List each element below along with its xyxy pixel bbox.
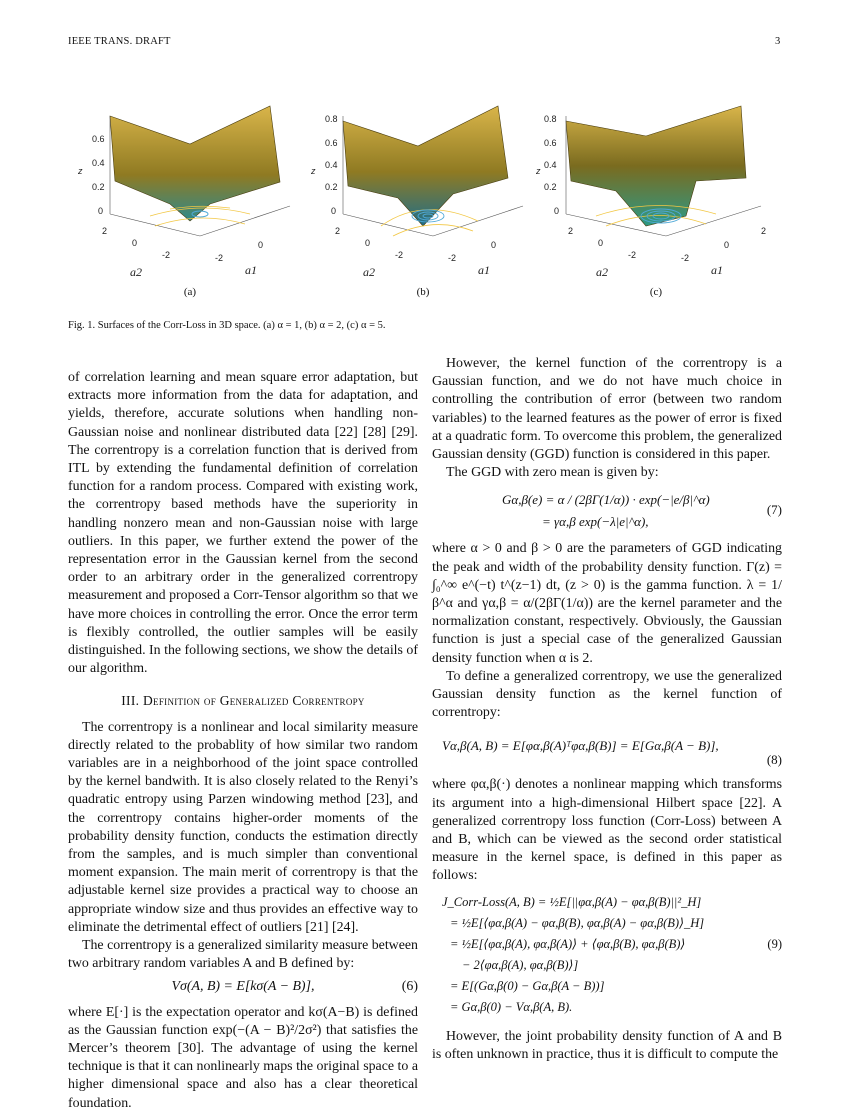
a2-tick: 0 xyxy=(132,238,138,248)
a1-tick: 0 xyxy=(258,240,264,250)
z-tick: 0.4 xyxy=(325,160,338,170)
paragraph: The GGD with zero mean is given by: xyxy=(446,465,659,481)
a2-axis-label: a2 xyxy=(363,265,375,279)
z-axis-label: z xyxy=(536,166,541,176)
z-tick: 0.6 xyxy=(325,138,338,148)
a1-tick: 2 xyxy=(761,226,767,236)
a1-axis-label: a1 xyxy=(711,263,723,277)
equation-9 xyxy=(432,892,782,1022)
section-heading: III. Definition of Generalized Correntropy xyxy=(121,693,365,709)
z-axis-label: z xyxy=(78,166,83,176)
subfigure-label: (a) xyxy=(183,286,197,298)
z-tick: 0.2 xyxy=(92,182,105,192)
equation-line: Gα,β(e) = α / (2βΓ(1/α)) · exp(−|e/β|^α) xyxy=(502,492,710,508)
a2-tick: -2 xyxy=(395,250,404,260)
a1-axis-label: a1 xyxy=(245,263,257,277)
z-tick: 0 xyxy=(554,206,560,216)
z-tick: 0.4 xyxy=(544,160,557,170)
paragraph: However, the kernel function of the correntropy is a Gaussian function, and we do not have much choice in controlling the contribution of error (between two random variables) to the learned features as the power of error is fixed at a quadratic form. To overcome this problem, the generalized Gaussian density (GGD) function is considered in this paper. xyxy=(432,356,782,463)
equation-line: − 2⟨φα,β(A), φα,β(B)⟩] xyxy=(462,957,579,972)
paragraph: The correntropy is a nonlinear and local similarity measure directly related to the probablity of how similar two random variables are in a neighborhood of the joint space controlled by the kernel bandwith. It is also closely related to the Renyi’s quadratic entropy using Parzen windowing method [23], and the correntropy contains higher-order moments of the probability density function, conducts the estimation directly from the samples, and is much simpler than conventional moment expansion. The main merit of correntropy is that the adjustable kernel size provides a practical way to choose an appropriate window size and thus provides an effective way to eliminate the detrimental effect of outliers [21] [24]. xyxy=(68,719,418,935)
subfigure-label: (c) xyxy=(649,286,663,298)
equation-line: = γα,β exp(−λ|e|^α), xyxy=(542,514,649,530)
a1-axis-label: a1 xyxy=(478,263,490,277)
page-number: 3 xyxy=(775,36,781,47)
equation-body: Vα,β(A, B) = E[φα,β(A)ᵀφα,β(B)] = E[Gα,β(A − B)], xyxy=(442,738,719,754)
z-tick: 0.2 xyxy=(544,182,557,192)
a2-tick: 2 xyxy=(335,226,341,236)
a2-axis-label: a2 xyxy=(130,265,142,279)
equation-number: (6) xyxy=(401,978,418,994)
subfigure-label: (b) xyxy=(416,286,430,298)
equation-number: (9) xyxy=(767,936,782,951)
figure-b xyxy=(303,86,543,316)
a1-tick: 0 xyxy=(724,240,730,250)
a2-tick: 0 xyxy=(598,238,604,248)
z-tick: 0 xyxy=(331,206,337,216)
a2-tick: 0 xyxy=(365,238,371,248)
z-tick: 0.4 xyxy=(92,158,105,168)
equation-line: = E[(Gα,β(0) − Gα,β(A − B))] xyxy=(450,978,605,993)
a1-tick: -2 xyxy=(215,253,224,263)
z-tick: 0 xyxy=(98,206,104,216)
a1-tick: 0 xyxy=(491,240,497,250)
z-tick: 0.2 xyxy=(325,182,338,192)
z-tick: 0.8 xyxy=(325,114,338,124)
z-axis-label: z xyxy=(311,166,316,176)
surface-plot-c xyxy=(536,86,776,316)
equation-line: J_Corr-Loss(A, B) = ½E[||φα,β(A) − φα,β(B)||²_H] xyxy=(442,894,702,909)
paragraph: where φα,β(·) denotes a nonlinear mapping which transforms its argument into a high-dimensional Hilbert space [22]. A generalized correntropy loss function (Corr-Loss) between A and B, which can be viewed as the second order statistical measure in the kernel space, is defined in this paper as follows: xyxy=(432,777,782,884)
z-tick: 0.6 xyxy=(544,138,557,148)
left-column xyxy=(68,369,418,1113)
a1-tick: -2 xyxy=(681,253,690,263)
figure-c xyxy=(536,86,776,316)
a2-tick: 2 xyxy=(102,226,108,236)
equation-line: = ½E[⟨φα,β(A) − φα,β(B), φα,β(A) − φα,β(B)⟩_H] xyxy=(450,915,705,930)
surface-mesh xyxy=(566,106,746,226)
paragraph: To define a generalized correntropy, we use the generalized Gaussian density function as the kernel function of correntropy: xyxy=(432,668,782,721)
paragraph: of correlation learning and mean square error adaptation, but extracts more information from the data for adaptation, and yields, therefore, accurate solutions when handling non-Gaussian noise and nonlinear distributed data [22] [28] [29]. The correntropy is a correlation function that is derived from ITL by extending the fundamental definition of correlation function for a random process. Compared with existing work, the correntropy based methods have the superiority in handling nonzero mean and non-Gaussian noise with large outliers. In this paper, we further extend the power of the representation error in the Gaussian kernel from the second order to an arbitrary order in the generalized correntropy measurement and proposed a Corr-Tensor algorithm so that we have more choices in controlling the error. Once the error term is flexibly controlled, the outlier samples will be easily distinguished. In the following sections, we show the details of our algorithm. xyxy=(68,370,418,677)
a1-tick: -2 xyxy=(448,253,457,263)
surface-mesh xyxy=(343,106,508,226)
a2-tick: -2 xyxy=(162,250,171,260)
z-tick: 0.8 xyxy=(544,114,557,124)
a2-tick: -2 xyxy=(628,250,637,260)
surface-plot-b xyxy=(303,86,543,316)
paragraph: where E[·] is the expectation operator and kσ(A−B) is defined as the Gaussian function exp(−(A − B)²/2σ²) that satisfies the Mercer’s theorem [30]. The advantage of using the kernel technique is that it can nonlinearly maps the original space to a higher dimensional space and also has a clear theoretical foundation. xyxy=(68,1004,418,1111)
a2-tick: 2 xyxy=(568,226,574,236)
paragraph: where α > 0 and β > 0 are the parameters of GGD indicating the peak and width of the probability density function. Γ(z) = ∫₀^∞ e^(−t) t^(z−1) dt, (z > 0) is the gamma function. λ = 1/β^α and γα,β = α/(2βΓ(1/α)) are the kernel parameter and the normalization constant, respectively. Obviously, the Gaussian function is just a special case of the generalized Gaussian density function when α is 2. xyxy=(432,541,782,666)
equation-7 xyxy=(432,488,782,534)
paragraph: The correntropy is a generalized similarity measure between two arbitrary random variables A and B defined by: xyxy=(68,938,418,972)
right-column xyxy=(432,355,782,1064)
equation-number: (8) xyxy=(766,752,782,768)
a2-axis-label: a2 xyxy=(596,265,608,279)
equation-line: = Gα,β(0) − Vα,β(A, B). xyxy=(450,999,573,1014)
equation-body: Vσ(A, B) = E[kσ(A − B)], xyxy=(171,978,315,994)
paragraph: However, the joint probability density function of A and B is often unknown in practice, thus it is difficult to compute the xyxy=(432,1028,782,1062)
equation-6 xyxy=(68,978,418,998)
surface-plot-a xyxy=(70,86,310,316)
equation-line: = ½E[⟨φα,β(A), φα,β(A)⟩ + ⟨φα,β(B), φα,β(B)⟩ xyxy=(450,936,686,951)
equation-8 xyxy=(432,736,782,770)
figure-a xyxy=(70,86,310,316)
surface-mesh xyxy=(110,106,280,221)
z-tick: 0.6 xyxy=(92,134,105,144)
equation-number: (7) xyxy=(766,502,782,518)
running-header: IEEE TRANS. DRAFT xyxy=(68,36,171,47)
figure-caption: Fig. 1. Surfaces of the Corr-Loss in 3D space. (a) α = 1, (b) α = 2, (c) α = 5. xyxy=(68,320,386,331)
